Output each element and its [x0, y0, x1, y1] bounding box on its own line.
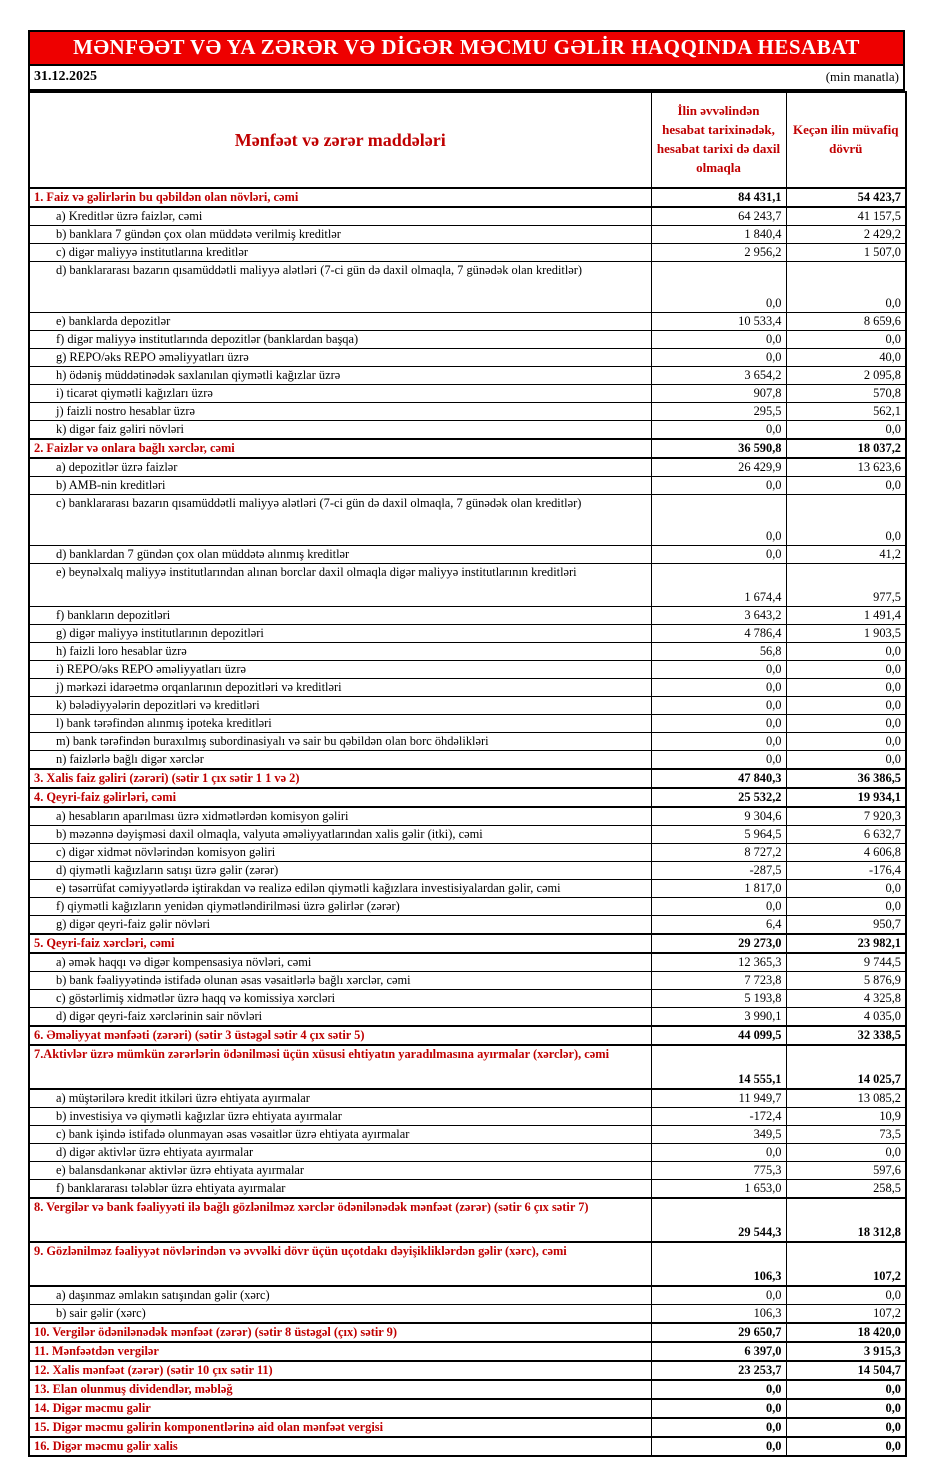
value-previous-period: 9 744,5 [786, 953, 906, 972]
row-label: d) digər qeyri-faiz xərclərinin sair növləri [29, 1008, 651, 1027]
value-current-period: 0,0 [651, 1286, 786, 1305]
value-previous-period: 0,0 [786, 421, 906, 440]
table-row [29, 207, 906, 226]
value-current-period: 0,0 [651, 331, 786, 349]
value-current-period: 295,5 [651, 403, 786, 421]
table-row [29, 564, 906, 607]
table-row [29, 244, 906, 262]
value-current-period: 47 840,3 [651, 769, 786, 788]
table-body [29, 188, 906, 1456]
row-label: g) REPO/əks REPO əməliyyatları üzrə [29, 349, 651, 367]
row-label: e) balansdankənar aktivlər üzrə ehtiyata ayırmalar [29, 1162, 651, 1180]
table-row [29, 788, 906, 807]
row-label: b) bank fəaliyyətində istifadə olunan əsas vəsaitlərlə bağlı xərclər, cəmi [29, 972, 651, 990]
value-current-period: 0,0 [651, 1437, 786, 1456]
value-previous-period: 73,5 [786, 1126, 906, 1144]
value-previous-period: 18 420,0 [786, 1323, 906, 1342]
value-current-period: 14 555,1 [651, 1045, 786, 1089]
value-current-period: 1 653,0 [651, 1180, 786, 1199]
row-label: g) digər qeyri-faiz gəlir növləri [29, 916, 651, 935]
value-previous-period: 13 085,2 [786, 1089, 906, 1108]
value-current-period: 1 840,4 [651, 226, 786, 244]
value-current-period: 25 532,2 [651, 788, 786, 807]
row-label: d) digər aktivlər üzrə ehtiyata ayırmalar [29, 1144, 651, 1162]
value-previous-period: 13 623,6 [786, 458, 906, 477]
table-row [29, 1162, 906, 1180]
row-label: f) digər maliyyə institutlarında depozitlər (banklardan başqa) [29, 331, 651, 349]
value-current-period: 106,3 [651, 1242, 786, 1286]
table-row [29, 844, 906, 862]
value-previous-period: 0,0 [786, 898, 906, 916]
row-label: k) bələdiyyələrin depozitləri və kreditləri [29, 697, 651, 715]
table-row [29, 1437, 906, 1456]
value-current-period: 56,8 [651, 643, 786, 661]
table-row [29, 226, 906, 244]
table-row [29, 1242, 906, 1286]
value-previous-period: 2 095,8 [786, 367, 906, 385]
value-current-period: 0,0 [651, 495, 786, 546]
column-header-previous-period: Keçən ilin müvafiq dövrü [786, 92, 906, 188]
value-current-period: 775,3 [651, 1162, 786, 1180]
table-row [29, 862, 906, 880]
value-previous-period: 32 338,5 [786, 1026, 906, 1045]
table-row [29, 990, 906, 1008]
table-row [29, 421, 906, 440]
table-row [29, 546, 906, 564]
report-meta-bar [28, 66, 905, 91]
row-label: f) banklararası tələblər üzrə ehtiyata ayırmalar [29, 1180, 651, 1199]
table-row [29, 262, 906, 313]
row-label: b) investisiya və qiymətli kağızlar üzrə ehtiyata ayırmalar [29, 1108, 651, 1126]
row-label: c) digər maliyyə institutlarına kreditlər [29, 244, 651, 262]
row-label: 9. Gözlənilməz fəaliyyət növlərindən və əvvəlki dövr üçün uçotdakı dəyişikliklərdən gəlir (xərc), cəmi [29, 1242, 651, 1286]
value-previous-period: 54 423,7 [786, 188, 906, 207]
value-current-period: 0,0 [651, 546, 786, 564]
table-row [29, 1342, 906, 1361]
row-label: a) müştərilərə kredit itkiləri üzrə ehtiyata ayırmalar [29, 1089, 651, 1108]
table-row [29, 349, 906, 367]
value-previous-period: 950,7 [786, 916, 906, 935]
value-current-period: 9 304,6 [651, 807, 786, 826]
row-label: i) ticarət qiymətli kağızları üzrə [29, 385, 651, 403]
table-row [29, 313, 906, 331]
value-previous-period: 6 632,7 [786, 826, 906, 844]
value-previous-period: 0,0 [786, 1144, 906, 1162]
table-row [29, 458, 906, 477]
row-label: 8. Vergilər və bank fəaliyyəti ilə bağlı gözlənilməz xərclər ödənilənədək mənfəət (zərər) (sətir 6 çıx sətir 7) [29, 1198, 651, 1242]
value-current-period: 10 533,4 [651, 313, 786, 331]
value-current-period: 1 674,4 [651, 564, 786, 607]
value-current-period: -287,5 [651, 862, 786, 880]
row-label: b) AMB-nin kreditləri [29, 477, 651, 495]
value-current-period: 44 099,5 [651, 1026, 786, 1045]
value-current-period: 36 590,8 [651, 439, 786, 458]
value-current-period: 0,0 [651, 421, 786, 440]
value-current-period: 8 727,2 [651, 844, 786, 862]
table-row [29, 1045, 906, 1089]
value-previous-period: 1 507,0 [786, 244, 906, 262]
value-current-period: 907,8 [651, 385, 786, 403]
row-label: g) digər maliyyə institutlarının depozitləri [29, 625, 651, 643]
value-previous-period: 0,0 [786, 661, 906, 679]
value-previous-period: 40,0 [786, 349, 906, 367]
table-row [29, 1126, 906, 1144]
row-label: e) banklarda depozitlər [29, 313, 651, 331]
value-current-period: 6 397,0 [651, 1342, 786, 1361]
table-row [29, 916, 906, 935]
value-current-period: 0,0 [651, 679, 786, 697]
value-previous-period: 0,0 [786, 495, 906, 546]
value-previous-period: 0,0 [786, 1418, 906, 1437]
value-previous-period: 0,0 [786, 880, 906, 898]
table-row [29, 495, 906, 546]
row-label: e) beynəlxalq maliyyə institutlarından alınan borclar daxil olmaqla digər maliyyə institutlarının kreditləri [29, 564, 651, 607]
table-row [29, 1399, 906, 1418]
value-current-period: 29 273,0 [651, 934, 786, 953]
table-row [29, 1286, 906, 1305]
value-current-period: 0,0 [651, 1418, 786, 1437]
row-label: 4. Qeyri-faiz gəlirləri, cəmi [29, 788, 651, 807]
value-current-period: 23 253,7 [651, 1361, 786, 1380]
value-current-period: 0,0 [651, 1399, 786, 1418]
value-current-period: 0,0 [651, 733, 786, 751]
row-label: d) banklardan 7 gündən çox olan müddətə alınmış kreditlər [29, 546, 651, 564]
table-row [29, 769, 906, 788]
table-row [29, 1305, 906, 1324]
value-previous-period: 41 157,5 [786, 207, 906, 226]
table-row [29, 607, 906, 625]
row-label: i) REPO/əks REPO əməliyyatları üzrə [29, 661, 651, 679]
row-label: c) bank işində istifadə olunmayan əsas vəsaitlər üzrə ehtiyata ayırmalar [29, 1126, 651, 1144]
value-previous-period: 4 606,8 [786, 844, 906, 862]
value-previous-period: 5 876,9 [786, 972, 906, 990]
row-label: b) sair gəlir (xərc) [29, 1305, 651, 1324]
column-header-items: Mənfəət və zərər maddələri [29, 92, 651, 188]
value-current-period: 0,0 [651, 898, 786, 916]
table-row [29, 807, 906, 826]
row-label: j) faizli nostro hesablar üzrə [29, 403, 651, 421]
row-label: 16. Digər məcmu gəlir xalis [29, 1437, 651, 1456]
row-label: 13. Elan olunmuş dividendlər, məbləğ [29, 1380, 651, 1399]
value-previous-period: 0,0 [786, 1286, 906, 1305]
value-previous-period: 7 920,3 [786, 807, 906, 826]
row-label: h) ödəniş müddətinədək saxlanılan qiymətli kağızlar üzrə [29, 367, 651, 385]
value-current-period: 0,0 [651, 1144, 786, 1162]
value-previous-period: 18 312,8 [786, 1198, 906, 1242]
value-previous-period: 4 325,8 [786, 990, 906, 1008]
value-previous-period: 10,9 [786, 1108, 906, 1126]
value-previous-period: 0,0 [786, 1380, 906, 1399]
value-previous-period: 0,0 [786, 715, 906, 733]
table-header [29, 92, 906, 188]
value-previous-period: 107,2 [786, 1242, 906, 1286]
row-label: m) bank tərəfindən buraxılmış subordinasiyalı və sair bu qəbildən olan borc öhdəlikləri [29, 733, 651, 751]
value-current-period: -172,4 [651, 1108, 786, 1126]
row-label: 1. Faiz və gəlirlərin bu qəbildən olan növləri, cəmi [29, 188, 651, 207]
column-header-current-period: İlin əvvəlindən hesabat tarixinədək, hesabat tarixi də daxil olmaqla [651, 92, 786, 188]
value-current-period: 29 650,7 [651, 1323, 786, 1342]
row-label: 15. Digər məcmu gəlirin komponentlərinə aid olan mənfəət vergisi [29, 1418, 651, 1437]
value-current-period: 5 964,5 [651, 826, 786, 844]
value-previous-period: 36 386,5 [786, 769, 906, 788]
profit-loss-table [28, 91, 907, 1457]
row-label: n) faizlərlə bağlı digər xərclər [29, 751, 651, 770]
table-row [29, 477, 906, 495]
value-current-period: 0,0 [651, 262, 786, 313]
report-page [28, 30, 905, 1457]
row-label: f) bankların depozitləri [29, 607, 651, 625]
table-row [29, 826, 906, 844]
value-previous-period: -176,4 [786, 862, 906, 880]
row-label: c) göstərlimiş xidmətlər üzrə haqq və komissiya xərcləri [29, 990, 651, 1008]
table-row [29, 679, 906, 697]
row-label: k) digər faiz gəliri növləri [29, 421, 651, 440]
value-current-period: 106,3 [651, 1305, 786, 1324]
table-row [29, 385, 906, 403]
row-label: 14. Digər məcmu gəlir [29, 1399, 651, 1418]
value-previous-period: 14 504,7 [786, 1361, 906, 1380]
row-label: c) digər xidmət növlərindən komisyon gəliri [29, 844, 651, 862]
row-label: 7.Aktivlər üzrə mümkün zərərlərin ödənilməsi üçün xüsusi ehtiyatın yaradılmasına ayırmalar (xərclər), cəmi [29, 1045, 651, 1089]
value-previous-period: 18 037,2 [786, 439, 906, 458]
row-label: b) banklara 7 gündən çox olan müddətə verilmiş kreditlər [29, 226, 651, 244]
value-current-period: 0,0 [651, 751, 786, 770]
value-current-period: 64 243,7 [651, 207, 786, 226]
value-current-period: 26 429,9 [651, 458, 786, 477]
value-current-period: 29 544,3 [651, 1198, 786, 1242]
value-previous-period: 1 903,5 [786, 625, 906, 643]
table-row [29, 367, 906, 385]
table-row [29, 1089, 906, 1108]
value-previous-period: 562,1 [786, 403, 906, 421]
row-label: c) banklararası bazarın qısamüddətli maliyyə alətləri (7-ci gün də daxil olmaqla, 7 günədək olan kreditlər) [29, 495, 651, 546]
table-row [29, 188, 906, 207]
value-current-period: 6,4 [651, 916, 786, 935]
value-current-period: 12 365,3 [651, 953, 786, 972]
value-previous-period: 0,0 [786, 697, 906, 715]
value-current-period: 7 723,8 [651, 972, 786, 990]
row-label: a) Kreditlər üzrə faizlər, cəmi [29, 207, 651, 226]
table-row [29, 972, 906, 990]
table-row [29, 1008, 906, 1027]
table-row [29, 934, 906, 953]
value-current-period: 11 949,7 [651, 1089, 786, 1108]
header-row [29, 92, 906, 188]
table-row [29, 1144, 906, 1162]
row-label: 10. Vergilər ödənilənədək mənfəət (zərər) (sətir 8 üstəgəl (çıx) sətir 9) [29, 1323, 651, 1342]
value-previous-period: 2 429,2 [786, 226, 906, 244]
table-row [29, 751, 906, 770]
value-current-period: 0,0 [651, 697, 786, 715]
value-current-period: 4 786,4 [651, 625, 786, 643]
table-row [29, 1198, 906, 1242]
value-previous-period: 19 934,1 [786, 788, 906, 807]
value-current-period: 1 817,0 [651, 880, 786, 898]
value-previous-period: 3 915,3 [786, 1342, 906, 1361]
value-current-period: 0,0 [651, 715, 786, 733]
value-previous-period: 977,5 [786, 564, 906, 607]
value-current-period: 349,5 [651, 1126, 786, 1144]
table-row [29, 439, 906, 458]
value-current-period: 3 990,1 [651, 1008, 786, 1027]
row-label: 12. Xalis mənfəət (zərər) (sətir 10 çıx sətir 11) [29, 1361, 651, 1380]
value-previous-period: 597,6 [786, 1162, 906, 1180]
value-previous-period: 258,5 [786, 1180, 906, 1199]
value-current-period: 0,0 [651, 661, 786, 679]
value-previous-period: 0,0 [786, 643, 906, 661]
row-label: 6. Əməliyyat mənfəəti (zərəri) (sətir 3 üstəgəl sətir 4 çıx sətir 5) [29, 1026, 651, 1045]
row-label: a) depozitlər üzrə faizlər [29, 458, 651, 477]
value-previous-period: 8 659,6 [786, 313, 906, 331]
row-label: d) banklararası bazarın qısamüddətli maliyyə alətləri (7-ci gün də daxil olmaqla, 7 günədək olan kreditlər) [29, 262, 651, 313]
value-current-period: 0,0 [651, 1380, 786, 1399]
report-title: MƏNFƏƏT VƏ YA ZƏRƏR VƏ DİGƏR MƏCMU GƏLİR HAQQINDA HESABAT [28, 30, 905, 66]
value-previous-period: 570,8 [786, 385, 906, 403]
row-label: d) qiymətli kağızların satışı üzrə gəlir (zərər) [29, 862, 651, 880]
value-previous-period: 0,0 [786, 733, 906, 751]
table-row [29, 733, 906, 751]
value-previous-period: 14 025,7 [786, 1045, 906, 1089]
table-row [29, 643, 906, 661]
value-current-period: 3 643,2 [651, 607, 786, 625]
table-row [29, 1323, 906, 1342]
row-label: b) məzənnə dəyişməsi daxil olmaqla, valyuta əməliyyatlarından xalis gəlir (itki), cəmi [29, 826, 651, 844]
row-label: j) mərkəzi idarəetmə orqanlarının depozitləri və kreditləri [29, 679, 651, 697]
value-previous-period: 0,0 [786, 477, 906, 495]
table-row [29, 715, 906, 733]
value-previous-period: 0,0 [786, 679, 906, 697]
table-row [29, 1361, 906, 1380]
table-row [29, 1380, 906, 1399]
row-label: a) daşınmaz əmlakın satışından gəlir (xərc) [29, 1286, 651, 1305]
table-row [29, 625, 906, 643]
value-current-period: 0,0 [651, 349, 786, 367]
value-previous-period: 107,2 [786, 1305, 906, 1324]
row-label: a) əmək haqqı və digər kompensasiya növləri, cəmi [29, 953, 651, 972]
value-previous-period: 0,0 [786, 262, 906, 313]
value-current-period: 3 654,2 [651, 367, 786, 385]
table-row [29, 953, 906, 972]
table-row [29, 898, 906, 916]
value-previous-period: 23 982,1 [786, 934, 906, 953]
row-label: 11. Mənfəətdən vergilər [29, 1342, 651, 1361]
table-row [29, 331, 906, 349]
table-row [29, 1418, 906, 1437]
row-label: l) bank tərəfindən alınmış ipoteka kreditləri [29, 715, 651, 733]
row-label: 5. Qeyri-faiz xərcləri, cəmi [29, 934, 651, 953]
value-previous-period: 0,0 [786, 751, 906, 770]
value-current-period: 84 431,1 [651, 188, 786, 207]
table-row [29, 1108, 906, 1126]
value-previous-period: 4 035,0 [786, 1008, 906, 1027]
value-current-period: 2 956,2 [651, 244, 786, 262]
table-row [29, 1180, 906, 1199]
value-previous-period: 41,2 [786, 546, 906, 564]
value-previous-period: 1 491,4 [786, 607, 906, 625]
table-row [29, 1026, 906, 1045]
row-label: e) təsərrüfat cəmiyyətlərdə iştirakdan və realizə edilən qiymətli kağızlara investisiyalardan gəlir, cəmi [29, 880, 651, 898]
value-current-period: 0,0 [651, 477, 786, 495]
value-current-period: 5 193,8 [651, 990, 786, 1008]
table-row [29, 661, 906, 679]
report-unit: (min manatla) [825, 69, 899, 84]
row-label: a) hesabların aparılması üzrə xidmətlərdən komisyon gəliri [29, 807, 651, 826]
row-label: 3. Xalis faiz gəliri (zərəri) (sətir 1 çıx sətir 1 1 və 2) [29, 769, 651, 788]
row-label: h) faizli loro hesablar üzrə [29, 643, 651, 661]
row-label: f) qiymətli kağızların yenidən qiymətləndirilməsi üzrə gəlirlər (zərər) [29, 898, 651, 916]
report-date: 31.12.2025 [34, 69, 97, 84]
value-previous-period: 0,0 [786, 1437, 906, 1456]
table-row [29, 880, 906, 898]
table-row [29, 403, 906, 421]
value-previous-period: 0,0 [786, 331, 906, 349]
table-row [29, 697, 906, 715]
row-label: 2. Faizlər və onlara bağlı xərclər, cəmi [29, 439, 651, 458]
value-previous-period: 0,0 [786, 1399, 906, 1418]
